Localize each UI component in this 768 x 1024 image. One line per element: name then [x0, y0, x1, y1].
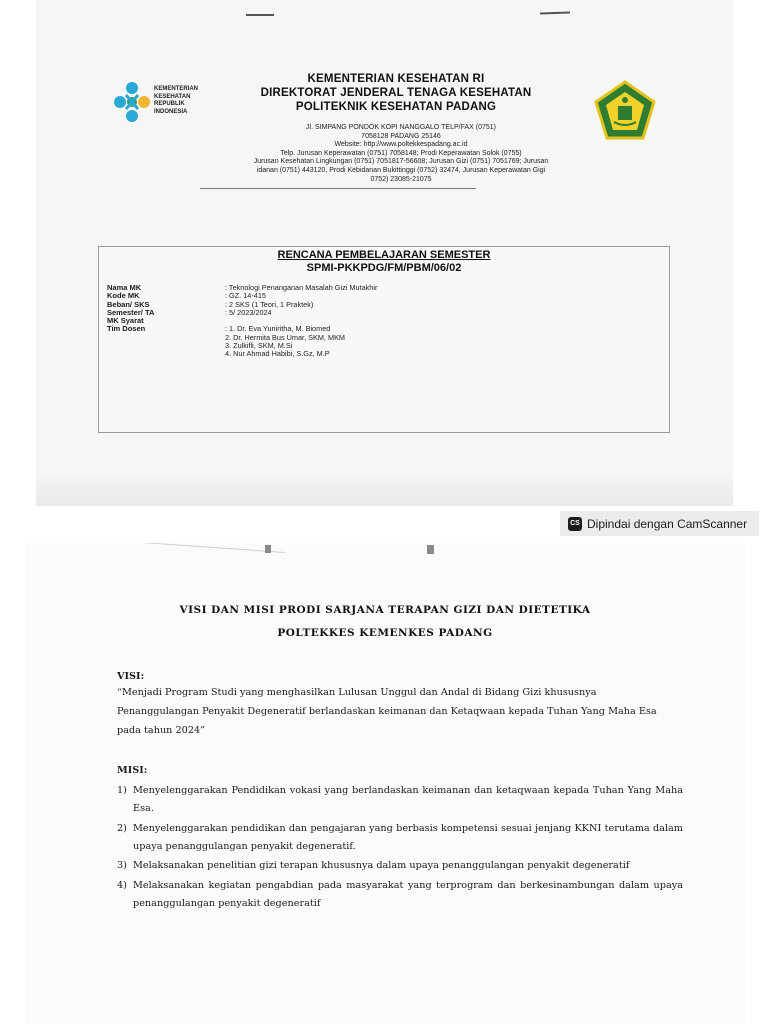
misi-item — [117, 782, 683, 818]
misi-list — [117, 782, 683, 914]
rps-heading: RENCANA PEMBELAJARAN SEMESTER — [277, 249, 491, 261]
field-value: : 2 SKS (1 Teori, 1 Praktek) — [225, 299, 314, 309]
logo-line: INDONESIA — [154, 108, 188, 115]
misi-item — [117, 857, 683, 875]
misi-number: 4) — [117, 879, 127, 891]
field-label: Semester/ TA — [107, 307, 155, 317]
rps-values — [225, 284, 377, 359]
rps-title — [99, 249, 669, 275]
misi-number: 1) — [117, 785, 127, 796]
institution-title: POLITEKNIK KESEHATAN PADANG — [295, 101, 497, 113]
misi-heading: MISI: — [117, 765, 148, 776]
misi-text: Menyelenggarakan Pendidikan vokasi yang berlandaskan keimanan dan ketaqwaan kepada Tuhan Yang Maha Esa. — [133, 785, 683, 814]
visi-heading: VISI: — [117, 671, 145, 682]
field-value: : 5/ 2023/2024 — [225, 307, 272, 317]
field-label: MK Syarat — [107, 316, 144, 326]
logo-line: KEMENTERIAN — [154, 86, 199, 92]
kemenkes-logo-text — [154, 86, 198, 116]
lecturer-item: 2. Dr. Hermita Bus Umar, SKM, MKM — [225, 332, 346, 342]
directorate-title: DIREKTORAT JENDERAL TENAGA KESEHATAN — [260, 87, 532, 99]
visi-statement — [117, 683, 677, 740]
field-label: Nama MK — [107, 283, 142, 292]
rps-labels — [107, 284, 154, 334]
paper-fold — [265, 545, 271, 553]
address-line: Telp. Jurusan Keperawatan (0751) 7058148; Prodi Keperawatan Solok (0755) — [280, 149, 522, 157]
field-label: Tim Dosen — [107, 324, 146, 334]
address-line: Jl. SIMPANG PONDOK KOPI NANGGALO TELP/FAX (0751) — [306, 124, 496, 131]
address-line: 7058128 PADANG 25146 — [361, 132, 441, 140]
lecturer-item: 3. Zulkifli, SKM, M.Si — [225, 341, 293, 351]
document-subtitle: POLTEKKES KEMENKES PADANG — [277, 627, 493, 639]
scan-mark — [540, 11, 570, 14]
ministry-title: KEMENTERIAN KESEHATAN RI — [307, 73, 485, 85]
rps-info-box — [98, 246, 670, 433]
address-line: Jurusan Kesehatan Lingkungan (0751) 7051817-56608; Jurusan Gizi (0751) 7051769; Jurusan — [253, 158, 549, 166]
visi-line: Penanggulangan Penyakit Degeneratif berlandaskan keimanan dan Ketaqwaan kepada Tuhan Yang Maha Esa — [117, 706, 657, 717]
address-line: idanan (0751) 443120, Prodi Kebidanan Bukittinggi (0752) 32474, Jurusan Keperawatan Gigi — [256, 166, 546, 174]
visi-line: “Menjadi Program Studi yang menghasilkan Lulusan Unggul dan Andal di Bidang Gizi khususnya — [117, 687, 597, 698]
scan-edge-shadow — [36, 472, 733, 506]
misi-item — [117, 877, 683, 913]
misi-number: 3) — [117, 860, 127, 871]
logo-line: REPUBLIK — [154, 101, 185, 107]
field-value: : Teknologi Penanganan Masalah Gizi Mutakhir — [225, 283, 378, 292]
camscanner-icon: CS — [568, 517, 582, 531]
letterhead-divider — [200, 188, 476, 189]
misi-text: Melaksanakan penelitian gizi terapan khususnya dalam upaya penanggulangan penyakit degeneratif — [133, 860, 630, 871]
scanned-page-1 — [36, 0, 733, 506]
letterhead-address — [206, 124, 596, 184]
paper-fold — [427, 545, 434, 554]
scan-mark — [246, 14, 274, 16]
misi-number: 2) — [117, 822, 127, 834]
address-line: 0752) 23085-21075 — [370, 175, 432, 183]
lecturer-item: 4. Nur Ahmad Habibi, S.Gz, M.P — [225, 349, 330, 359]
address-line: Website: http://www.poltekkespadang.ac.id — [334, 141, 468, 149]
misi-item — [117, 820, 683, 856]
logo-line: KESEHATAN — [154, 93, 191, 100]
visi-line: pada tahun 2024” — [117, 725, 206, 736]
field-value: : GZ. 14-415 — [225, 291, 266, 301]
misi-text: Menyelenggarakan pendidikan dan pengajaran yang berbasis kompetensi sesuai jenjang KKNI terutama dalam upaya penanggulangan penyakit degeneratif. — [133, 822, 683, 852]
field-label: Kode MK — [107, 291, 140, 301]
document-title: VISI DAN MISI PRODI SARJANA TERAPAN GIZI DAN DIETETIKA — [179, 604, 591, 616]
kemenkes-logo-icon — [112, 78, 152, 130]
field-label: Beban/ SKS — [107, 299, 150, 309]
camscanner-label: Dipindai dengan CamScanner — [587, 516, 748, 531]
lecturer-item: : 1. Dr. Eva Yuniritha, M. Biomed — [225, 324, 331, 334]
misi-text: Melaksanakan kegiatan pengabdian pada masyarakat yang terprogram dan berkesinambungan dalam upaya penanggulangan penyakit degeneratif — [133, 879, 683, 909]
scanned-page-2 — [25, 543, 745, 1024]
poltekkes-emblem-icon — [594, 80, 656, 142]
letterhead-titles — [226, 72, 566, 114]
camscanner-badge — [560, 511, 759, 536]
rps-document-code: SPMI-PKKPDG/FM/PBM/06/02 — [306, 262, 462, 274]
paper-fold — [85, 543, 285, 553]
poltekkes-logo — [594, 80, 656, 142]
